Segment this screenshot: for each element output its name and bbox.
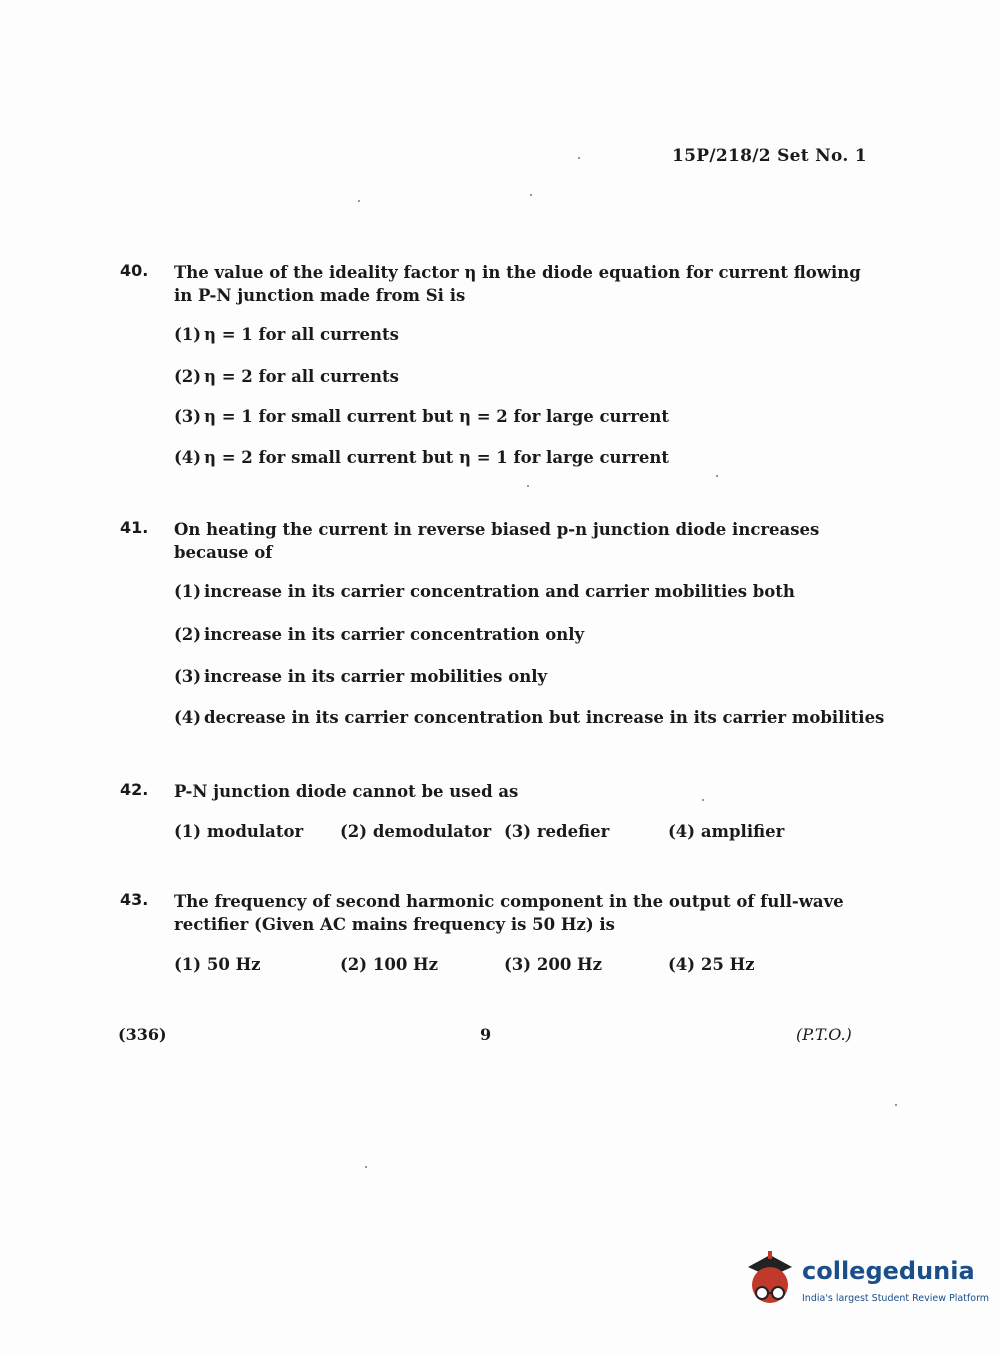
option-4: (4) decrease in its carrier concentration but increase in its carrier mobilities [174,708,885,727]
option-3: (3) increase in its carrier mobilities only [174,667,548,686]
option-4: (4) amplifier [668,822,785,841]
option-2: (2) 100 Hz [340,955,439,974]
mascot-icon [742,1249,800,1313]
option-2: (2) η = 2 for all currents [174,367,399,386]
logo-tagline: India's largest Student Review Platform [802,1293,990,1304]
pto-label: (P.T.O.) [796,1025,852,1044]
option-4: (4) η = 2 for small current but η = 1 for large current [174,448,670,467]
option-1: (1) modulator [174,822,304,841]
question-number: 40. [120,261,149,280]
set-code: 15P/218/2 Set No. 1 [672,146,867,166]
option-1: (1) increase in its carrier concentration and carrier mobilities both [174,582,795,601]
question-text: The value of the ideality factor η in the diode equation for current flowing in P-N junction made from Si is [174,263,861,305]
option-3: (3) η = 1 for small current but η = 2 for large current [174,407,670,426]
option-4: (4) 25 Hz [668,955,755,974]
question-number: 42. [120,780,149,799]
option-1: (1) η = 1 for all currents [174,325,399,344]
question-number: 41. [120,518,149,537]
question-text: The frequency of second harmonic component in the output of full-wave rectifier (Given AC mains frequency is 50 Hz) is [174,892,844,934]
page-number: 9 [480,1025,492,1044]
option-2: (2) demodulator [340,822,492,841]
logo-wordmark: collegedunia [802,1257,975,1285]
question-text: P-N junction diode cannot be used as [174,782,519,801]
option-2: (2) increase in its carrier concentration only [174,625,585,644]
collegedunia-logo [742,1249,990,1313]
option-3: (3) redefier [504,822,610,841]
question-number: 43. [120,890,149,909]
option-3: (3) 200 Hz [504,955,603,974]
option-1: (1) 50 Hz [174,955,261,974]
question-text: On heating the current in reverse biased p-n junction diode increases because of [174,520,820,562]
paper-code: (336) [118,1025,167,1044]
